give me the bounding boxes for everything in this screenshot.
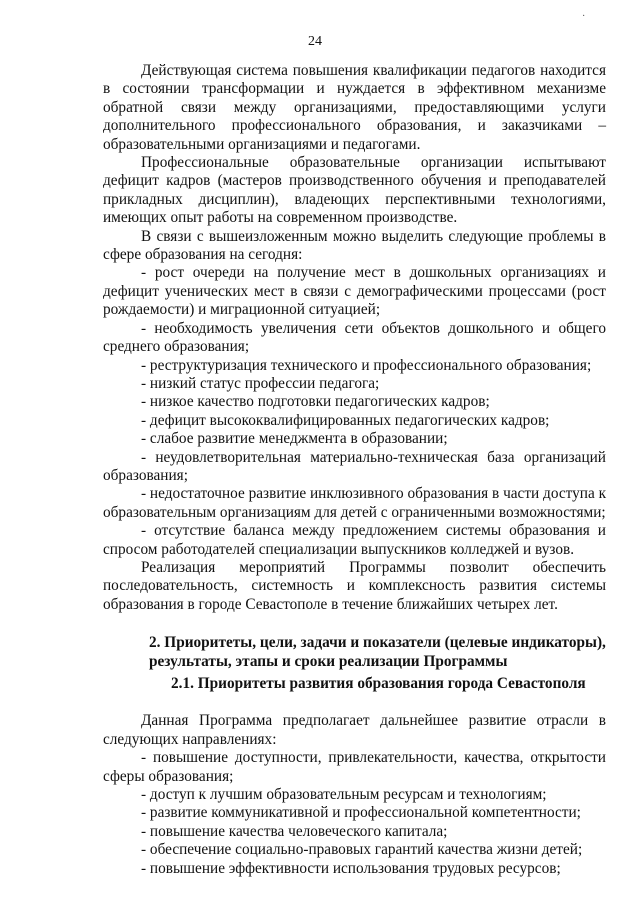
paragraph: Реализация мероприятий Программы позволит обеспечить последовательность, системность и комплексность развития системы образования в городе Севастополе в течение ближайших четырех лет. [103, 558, 606, 613]
list-item: - доступ к лучшим образовательным ресурсам и технологиям; [141, 786, 547, 804]
list-item: - повышение качества человеческого капитала; [141, 822, 448, 840]
list-item: - повышение доступности, привлекательности, качества, открытости сферы образования; [103, 749, 606, 785]
list-item: - низкий статус профессии педагога; [141, 374, 380, 392]
list-item: - обеспечение социально-правовых гарантий качества жизни детей; [141, 841, 583, 859]
body-text [103, 62, 606, 878]
list-item: - неудовлетворительная материально-техническая база организаций образования; [103, 448, 606, 484]
list-item: - повышение эффективности использования трудовых ресурсов; [141, 859, 561, 877]
list-item: - реструктуризация технического и профессионального образования; [141, 356, 592, 374]
list-item: - необходимость увеличения сети объектов дошкольного и общего среднего образования; [103, 319, 606, 356]
list-item: - слабое развитие менеджмента в образовании; [141, 430, 448, 448]
list-item: - дефицит высококвалифицированных педагогических кадров; [141, 411, 550, 429]
list-item: - развитие коммуникативной и профессиональной компетентности; [141, 804, 581, 822]
list-item: - недостаточное развитие инклюзивного образования в части доступа к образовательным организациям для детей с ограниченными возможностями; [103, 485, 607, 521]
subsection-heading: 2.1. Приоритеты развития образования города Севастополя [171, 675, 586, 692]
section-heading: 2. Приоритеты, цели, задачи и показатели (целевые индикаторы), результаты, этапы и сроки реализации Программы [149, 634, 606, 670]
paragraph: В связи с вышеизложенным можно выделить следующие проблемы в сфере образования на сегодня: [103, 227, 606, 264]
corner-mark: · [582, 11, 586, 22]
paragraph: Профессиональные образовательные организации испытывают дефицит кадров (мастеров производственного обучения и преподавателей прикладных дисциплин), владеющих перспективными технологиями, имеющих опыт работы на современном производстве. [103, 154, 606, 227]
list-item: - рост очереди на получение мест в дошкольных организациях и дефицит ученических мест в связи с демографическими процессами (рост рождаемости) и миграционной ситуацией; [103, 264, 606, 319]
list-item: - низкое качество подготовки педагогических кадров; [141, 393, 490, 411]
paragraph: Данная Программа предполагает дальнейшее развитие отрасли в следующих направлениях: [103, 712, 606, 748]
paragraph: Действующая система повышения квалификации педагогов находится в состоянии трансформации и нуждается в эффективном механизме обратной связи между организациями, предоставляющими услуги дополнительного профессионального образования, и заказчиками – образовательными организациями и педагогами. [103, 62, 606, 153]
list-item: - отсутствие баланса между предложением системы образования и спросом работодателей специализации выпускников колледжей и вузов. [103, 522, 606, 558]
page-number: 24 [308, 34, 322, 49]
